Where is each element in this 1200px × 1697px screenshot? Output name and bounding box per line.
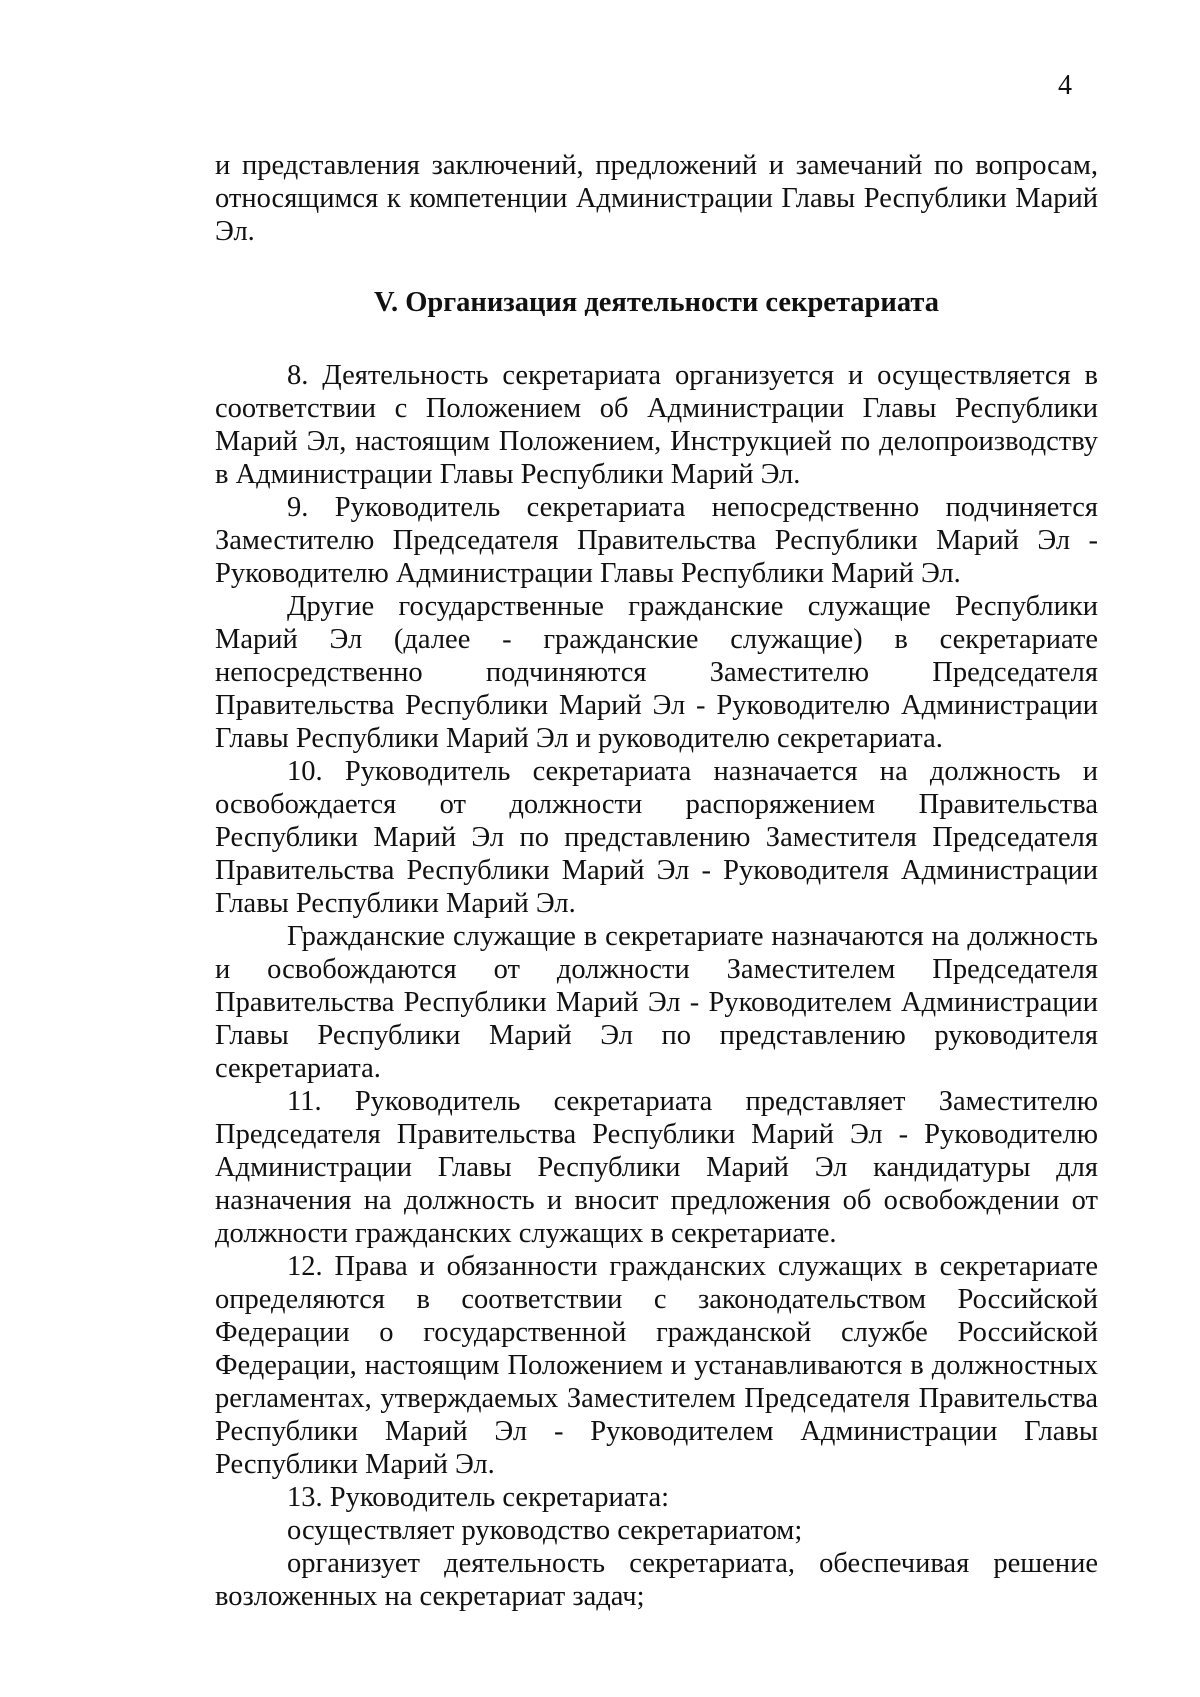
intro-paragraph: и представления заключений, предложений и замечаний по вопросам, относящимся к компетенции Администрации Главы Республики Марий Эл.	[215, 150, 1098, 247]
section-heading: V. Организация деятельности секретариата	[374, 287, 939, 318]
paragraph-13-item-2: организует деятельность секретариата, обеспечивая решение возложенных на секретариат задач;	[215, 1548, 1098, 1612]
paragraph-9: 9. Руководитель секретариата непосредственно подчиняется Заместителю Председателя Правительства Республики Марий Эл - Руководителю Администрации Главы Республики Марий Эл.	[215, 492, 1098, 589]
paragraph-10: 10. Руководитель секретариата назначается на должность и освобождается от должности распоряжением Правительства Республики Марий Эл по представлению Заместителя Председателя Правительства Республики Марий Эл - Руководителя Администрации Главы Республики Марий Эл.	[215, 756, 1098, 919]
paragraph-8: 8. Деятельность секретариата организуется и осуществляется в соответствии с Положением об Администрации Главы Республики Марий Эл, настоящим Положением, Инструкцией по делопроизводству в Администрации Главы Республики Марий Эл.	[215, 360, 1098, 490]
page-number: 4	[1058, 70, 1072, 101]
paragraph-13: 13. Руководитель секретариата:	[287, 1482, 670, 1513]
paragraph-10-continued: Гражданские служащие в секретариате назначаются на должность и освобождаются от должности Заместителем Председателя Правительства Республики Марий Эл - Руководителем Администрации Главы Республики Марий Эл по представлению руководителя секретариата.	[215, 921, 1098, 1084]
paragraph-12: 12. Права и обязанности гражданских служащих в секретариате определяются в соответствии с законодательством Российской Федерации о государственной гражданской службе Российской Федерации, настоящим Положением и устанавливаются в должностных регламентах, утверждаемых Заместителем Председателя Правительства Республики Марий Эл - Руководителем Администрации Главы Республики Марий Эл.	[215, 1251, 1098, 1480]
paragraph-9-continued: Другие государственные гражданские служащие Республики Марий Эл (далее - гражданские служащие) в секретариате непосредственно подчиняются Заместителю Председателя Правительства Республики Марий Эл - Руководителю Администрации Главы Республики Марий Эл и руководителю секретариата.	[215, 591, 1098, 754]
paragraph-13-item-1: осуществляет руководство секретариатом;	[287, 1515, 803, 1546]
document-body	[215, 149, 1098, 1613]
paragraph-11: 11. Руководитель секретариата представляет Заместителю Председателя Правительства Республики Марий Эл - Руководителю Администрации Главы Республики Марий Эл кандидатуры для назначения на должность и вносит предложения об освобождении от должности гражданских служащих в секретариате.	[215, 1086, 1098, 1249]
